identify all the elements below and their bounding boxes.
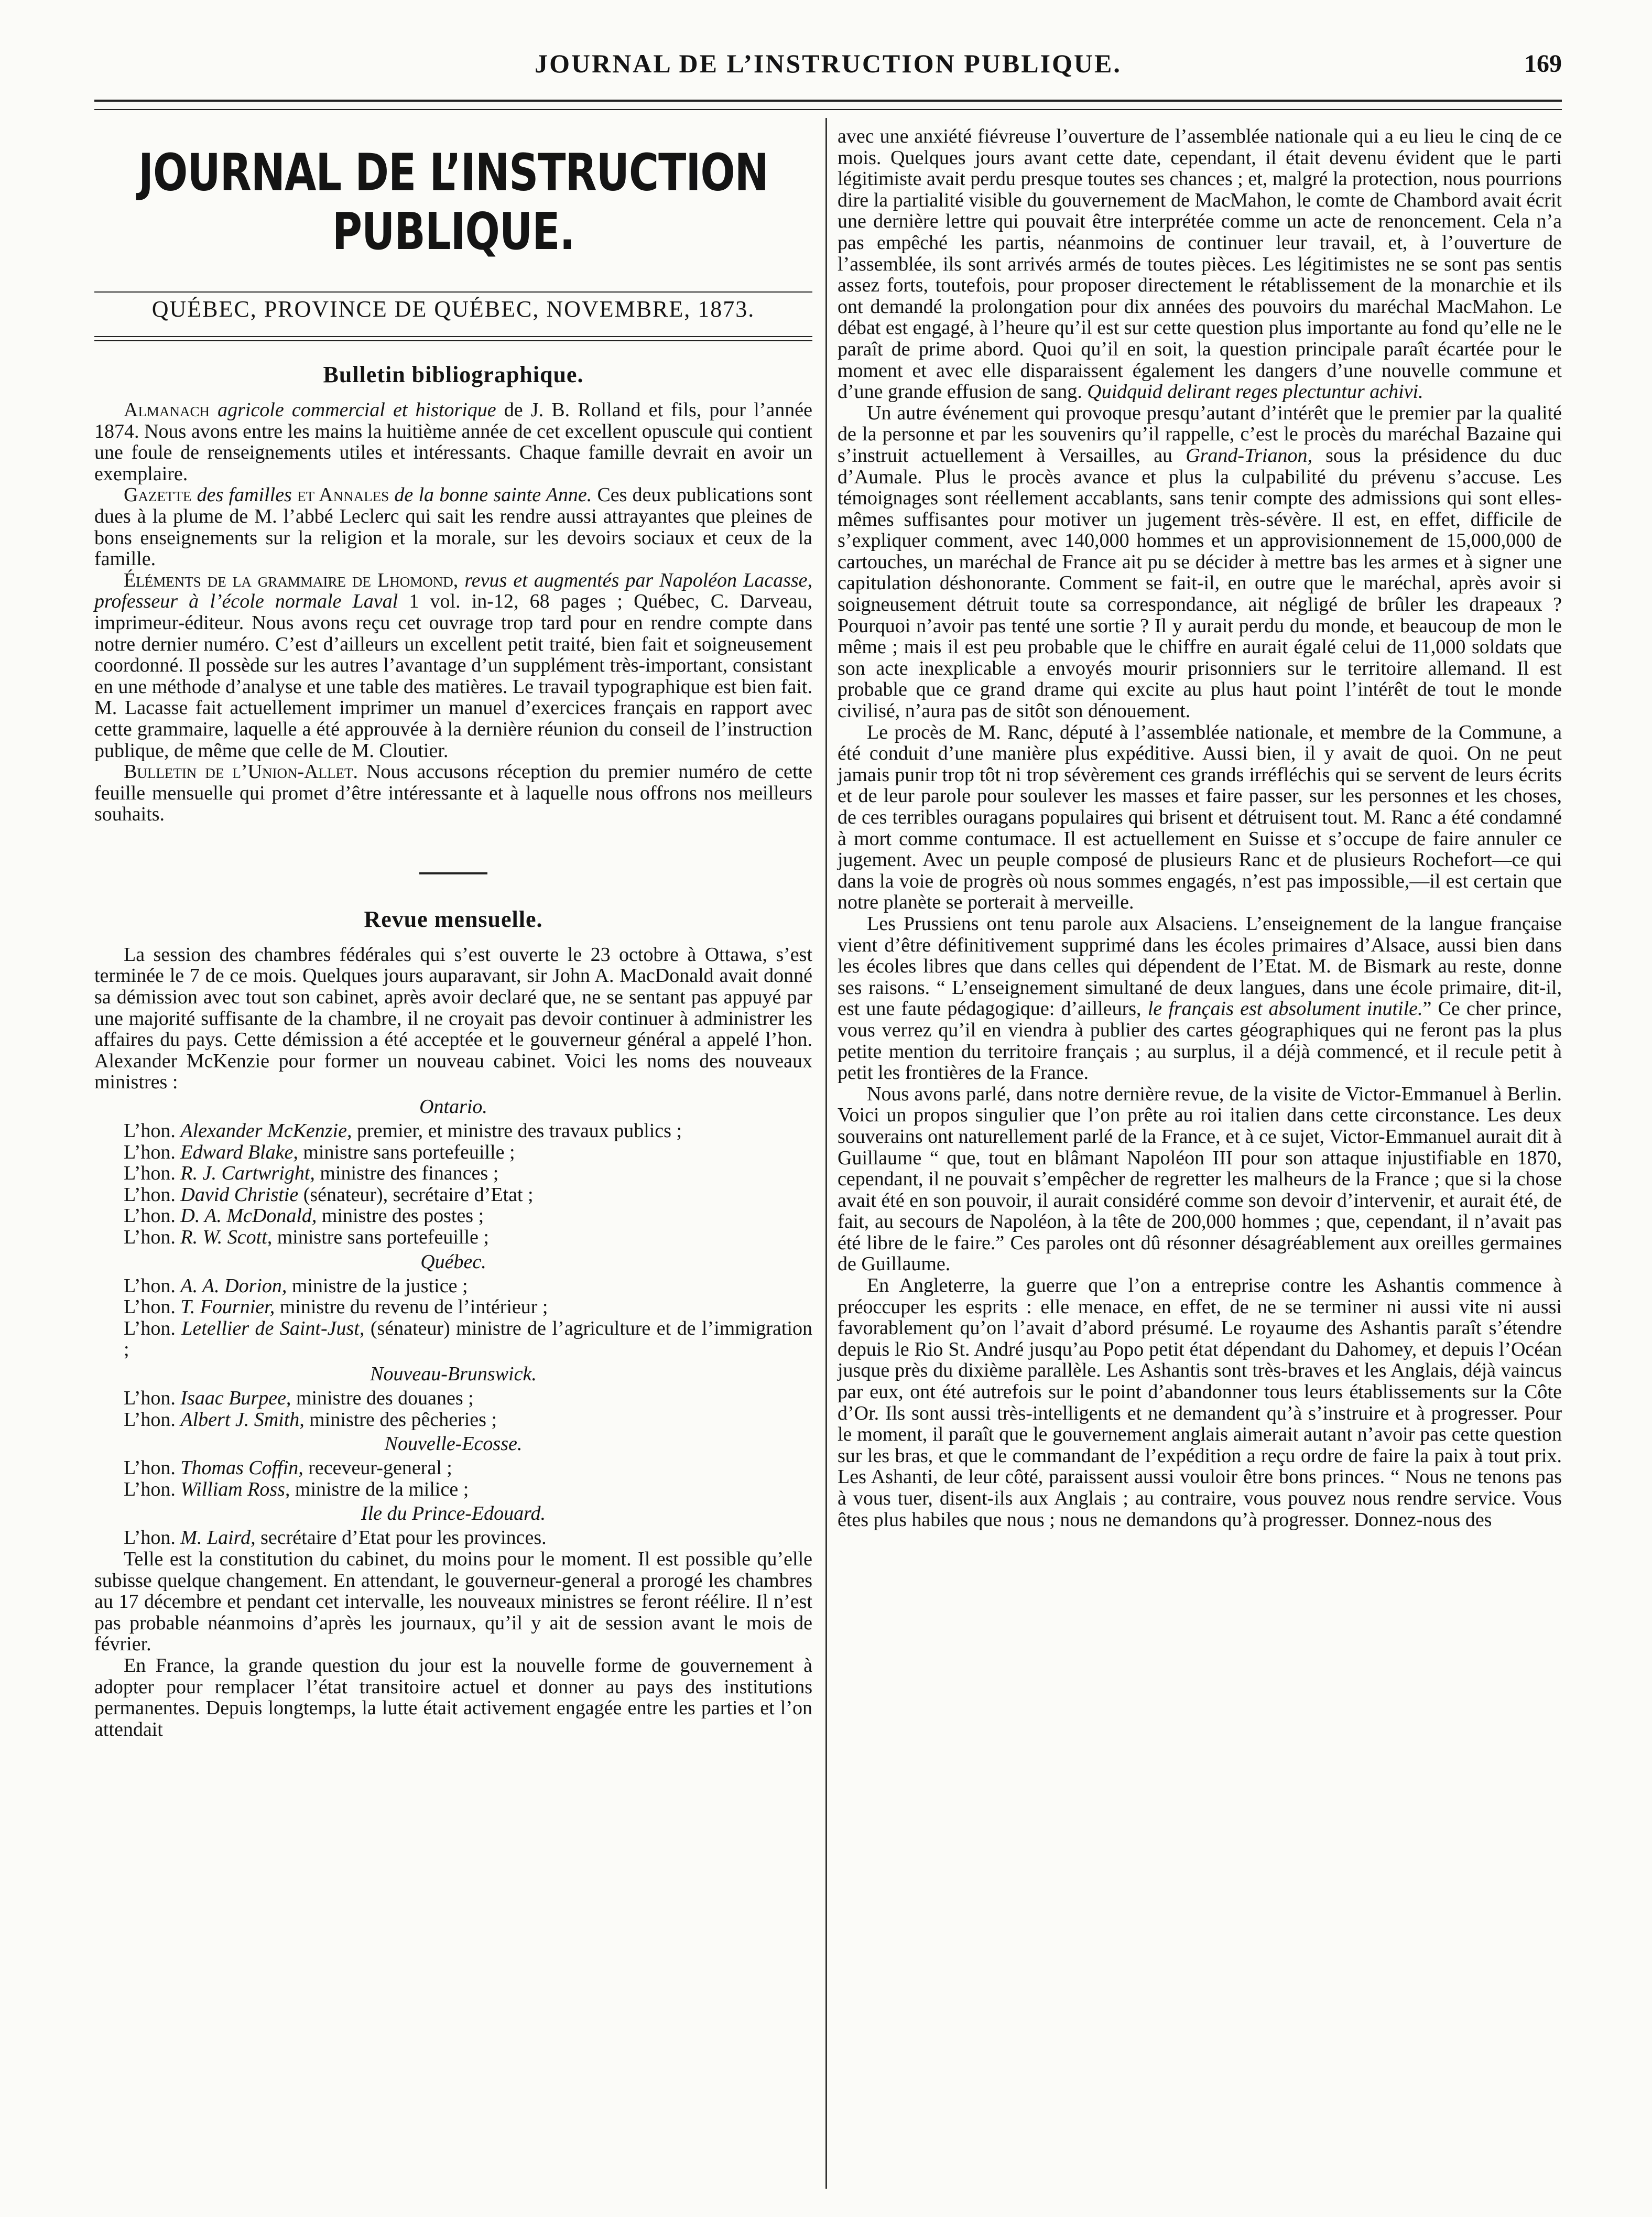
minister-entry: L’hon. R. W. Scott, ministre sans portefeuille ; — [124, 1226, 489, 1248]
running-title: JOURNAL DE L’INSTRUCTION PUBLIQUE. — [535, 49, 1122, 78]
province-heading: Ontario. — [419, 1096, 487, 1118]
article-paragraph: Le procès de M. Ranc, député à l’assemblée nationale, et membre de la Commune, a été conduit d’une manière plus expéditive. Aussi bien, il y avait de quoi. On ne peut jamais punir trop tôt ni trop sévèrement ces grands irréfléchis qui se servent de leurs écrits et de leur parole pour soulever les masses et faire passer, sur les personnes et les choses, de ces terribles ouragans populaires qui brisent et détruisent tout. M. Ranc a été condamné à mort comme contumace. Il est actuellement en Suisse et s’occupe de faire annuler ce jugement. Avec un peuple composé de plusieurs Ranc et de plusieurs Rochefort—ce qui dans la voie de progrès où nous sommes engagés, n’est pas impossible,—il est certain que notre planète se porterait à merveille. — [838, 721, 1562, 914]
minister-entry: L’hon. D. A. McDonald, ministre des postes ; — [124, 1205, 484, 1227]
minister-entry: L’hon. William Ross, ministre de la milice ; — [124, 1478, 469, 1500]
minister-entry: L’hon. Thomas Coffin, receveur-general ; — [124, 1457, 452, 1479]
minister-entry: L’hon. Albert J. Smith, ministre des pêcheries ; — [124, 1408, 497, 1431]
page-number: 169 — [1524, 50, 1562, 78]
province-heading: Québec. — [420, 1250, 486, 1273]
masthead-title: JOURNAL DE L’INSTRUCTION PUBLIQUE. — [138, 143, 768, 262]
revue-intro: La session des chambres fédérales qui s’est ouverte le 23 octobre à Ottawa, s’est terminée le 7 de ce mois. Quelques jours auparavant, sir John A. MacDonald avait donné sa démission avec tout son cabinet, après avoir declaré que, ne se sentant pas appuyé par une majorité suffisante de la chambre, il ne croyait pas devoir continuer à administrer les affaires du pays. Cette démission a été acceptée et le gouverneur général a appelé l’hon. Alexander McKenzie pour former un nouveau cabinet. Voici les noms des nouveaux ministres : — [94, 943, 812, 1094]
dateline: QUÉBEC, PROVINCE DE QUÉBEC, NOVEMBRE, 1873. — [151, 296, 755, 322]
minister-entry: L’hon. R. J. Cartwright, ministre des finances ; — [124, 1162, 499, 1185]
article-paragraph: En Angleterre, la guerre que l’on a entreprise contre les Ashantis commence à préoccuper les esprits : elle menace, en effet, de ne se terminer ni aussi vite ni aussi favorablement qu’on l’avait d’abord présumé. Le royaume des Ashantis paraît s’étendre depuis le Rio St. André jusqu’au Popo petit état dépendant du Dahomey, et depuis l’Océan jusque près du dixième parallèle. Les Ashantis sont très-braves et les Anglais, déjà vaincus par eux, ont été autrefois sur le point d’abandonner tous leurs établissements sur la Côte d’Or. Ils sont aussi très-intelligents et ne demandent qu’à s’instruire et à progresser. Pour le moment, il paraît que le gouvernement anglais aimerait autant n’avoir pas cette question sur les bras, et que le commandant de l’expédition a reçu ordre de faire la paix à tout prix. Les Ashanti, de leur côté, paraissent aussi vouloir être bons princes. “ Nous ne tenons pas à vous tuer, disent-ils aux Anglais ; au contraire, vous pouvez nous rendre service. Vous êtes plus habiles que nous ; nous ne demandons qu’à progresser. Donnez-nous des — [838, 1274, 1562, 1531]
dateline-rule-top — [94, 291, 812, 293]
section-separator — [419, 872, 487, 874]
minister-entry: L’hon. Isaac Burpee, ministre des douanes ; — [124, 1387, 474, 1409]
ministers-list — [94, 1095, 812, 1549]
dateline-rule-bottom — [94, 336, 812, 341]
province-heading: Nouveau-Brunswick. — [370, 1362, 537, 1385]
head-rule-thin — [94, 109, 1562, 110]
minister-entry: L’hon. T. Fournier, ministre du revenu de l’intérieur ; — [124, 1296, 548, 1318]
article-paragraph: avec une anxiété fiévreuse l’ouverture de l’assemblée nationale qui a eu lieu le cinq de ce mois. Quelques jours avant cette date, cependant, il était devenu évident que le parti légitimiste avait perdu presque toutes ses chances ; et, malgré la protection, nous pourrions dire la partialité visible du gouvernement de MacMahon, le comte de Chambord avait écrit une dernière lettre qui pouvait être interprétée comme un acte de renoncement. Cela n’a pas empêché les partis, néanmoins de continuer leur travail, et, à l’ouverture de l’assemblée, ils sont arrivés armés de toutes pièces. Les légitimistes ne se sont pas sentis assez forts, toutefois, pour proposer directement le rétablissement de la monarchie et ils ont demandé la prolongation pour dix années des pouvoirs du maréchal MacMahon. Le débat est engagé, à l’heure qu’il est sur cette question plus importante au fond qu’elle ne le paraît de prime abord. Quoi qu’il en soit, la question principale paraît écartée pour le moment et avec elle disparaissent également les dangers d’une nouvelle commune et d’une grande effusion de sang. Quidquid delirant reges plectuntur achivi. — [838, 125, 1562, 403]
article-paragraph: Un autre événement qui provoque presqu’autant d’intérêt que le premier par la qualité de la personne et par les souvenirs qu’il rappelle, c’est le procès du maréchal Bazaine qui s’instruit actuellement à Versailles, au Grand-Trianon, sous la présidence du duc d’Aumale. Plus le procès avance et plus la culpabilité du prévenu s’accuse. Les témoignages sont réellement accablants, sans tenir compte des admissions qui sont elles-mêmes suffisantes pour motiver un jugement très-sévère. Il est, en effet, difficile de s’expliquer comment, avec 140,000 hommes et un approvisionnement de 15,000,000 de cartouches, un maréchal de France ait pu se décider à mettre bas les armes et à signer une capitulation déshonorante. Comment se fait-il, en outre que le maréchal, après avoir si soigneusement détruit toute sa correspondance, ait négligé de brûler les drapeaux ? Pourquoi n’avoir pas tenté une sortie ? Il y aurait perdu du monde, et beaucoup de mon le même ; mais il est peu probable que le chiffre en aurait égalé celui de 11,000 soldats que son acte inexplicable a envoyés mourir prisonniers sur le territoire allemand. Il est probable que ce grand drame qui excite au plus haut point l’intérêt de tout le monde civilisé, n’aura pas de sitôt son dénouement. — [838, 402, 1562, 722]
minister-entry: L’hon. David Christie (sénateur), secrétaire d’Etat ; — [124, 1183, 534, 1206]
revue-paragraph: En France, la grande question du jour est la nouvelle forme de gouvernement à adopter pour remplacer l’état transitoire actuel et donner au pays des institutions permanentes. Depuis longtemps, la lutte était activement engagée entre les parties et l’on attendait — [94, 1654, 812, 1740]
minister-entry: L’hon. Edward Blake, ministre sans portefeuille ; — [124, 1141, 515, 1163]
revue-heading: Revue mensuelle. — [364, 906, 543, 932]
bulletin-heading: Bulletin bibliographique. — [323, 362, 584, 387]
bulletin-entry-almanach: Almanach agricole commercial et historique de J. B. Rolland et fils, pour l’année 1874. Nous avons entre les mains la huitième année de cet excellent opuscule qui contient une foule de renseignements utiles et intéressants. Chaque famille devrait en avoir un exemplaire. — [94, 399, 813, 485]
revue-paragraph: Telle est la constitution du cabinet, du moins pour le moment. Il est possible qu’elle subisse quelque changement. En attendant, le gouverneur-general a prorogé les chambres au 17 décembre et pendant cet intervalle, les nouveaux ministres se feront réélire. Il n’est pas probable néanmoins d’après les journaux, qu’il y ait de session avant le mois de février. — [94, 1548, 812, 1656]
running-head — [94, 46, 1562, 88]
article-paragraph: Nous avons parlé, dans notre dernière revue, de la visite de Victor-Emmanuel à Berlin. Voici un propos singulier que l’on prête au roi italien dans cette circonstance. Les deux souverains ont naturellement parlé de la France, et à ce sujet, Victor-Emmanuel aurait dit à Guillaume “ que, tout en blâmant Napoléon III pour son attaque injustifiable en 1870, cependant, il ne pouvait s’empêcher de regretter les malheurs de la France ; que si la chose avait été en son pouvoir, il aurait considéré comme son devoir d’intervenir, et aurait été, de fait, au secours de Napoléon, à la tête de 200,000 hommes ; que, cependant, il n’avait pas été libre de le faire.” Ces paroles ont dû résonner désagréablement aux oreilles germaines de Guillaume. — [838, 1083, 1562, 1275]
bulletin-entry-grammaire: Éléments de la grammaire de Lhomond, revus et augmentés par Napoléon Lacasse, professeur à l’école normale Laval 1 vol. in-12, 68 pages ; Québec, C. Darveau, imprimeur-éditeur. Nous avons reçu cet ouvrage trop tard pour en rendre compte dans notre dernier numéro. C’est d’ailleurs un excellent petit traité, bien fait et soigneusement coordonné. Il possède sur les autres l’avantage d’un supplément très-important, consistant en une méthode d’analyse et une table des matières. Le travail typographique est bien fait. M. Lacasse fait actuellement imprimer un manuel d’exercices français en rapport avec cette grammaire, laquelle a été approuvée à la dernière réunion du conseil de l’instruction publique, de même que celle de M. Cloutier. — [94, 569, 813, 762]
head-rule — [94, 100, 1562, 102]
left-column — [94, 126, 812, 1740]
minister-entry: L’hon. Letellier de Saint-Just, (sénateur) ministre de l’agriculture et de l’immigration ; — [124, 1317, 812, 1361]
minister-entry: L’hon. A. A. Dorion, ministre de la justice ; — [124, 1274, 468, 1297]
column-divider — [825, 118, 827, 2189]
minister-entry: L’hon. Alexander McKenzie, premier, et ministre des travaux publics ; — [124, 1120, 682, 1142]
bulletin-entry-gazette: Gazette des familles et Annales de la bonne sainte Anne. Ces deux publications sont dues à la plume de M. l’abbé Leclerc qui sait les rendre aussi attrayantes que pleines de bons enseignements sur la religion et la morale, sur les devoirs sociaux et ceux de la famille. — [94, 484, 813, 570]
right-column — [838, 126, 1562, 1530]
bulletin-entry-union-allet: Bulletin de l’Union-Allet. Nous accusons réception du premier numéro de cette feuille mensuelle qui promet d’être intéressante et à laquelle nous offrons nos meilleurs souhaits. — [94, 761, 812, 826]
article-paragraph: Les Prussiens ont tenu parole aux Alsaciens. L’enseignement de la langue française vient d’être définitivement supprimé dans les écoles primaires d’Alsace, aussi bien dans les écoles libres que dans celles qui dépendent de l’Etat. M. de Bismark au reste, donne ses raisons. “ L’enseignement simultané de deux langues, dans une école primaire, dit-il, est une faute pédagogique: d’ailleurs, le français est absolument inutile.” Ce cher prince, vous verrez qu’il en viendra à publier des cartes géographiques qui ne feront pas la plus petite mention du territoire français ; au surplus, il a déjà commencé, et il recule petit à petit les frontières de la France. — [838, 912, 1562, 1084]
province-heading: Nouvelle-Ecosse. — [384, 1433, 523, 1455]
province-heading: Ile du Prince-Edouard. — [361, 1502, 546, 1525]
minister-entry: L’hon. M. Laird, secrétaire d’Etat pour les provinces. — [124, 1527, 547, 1549]
